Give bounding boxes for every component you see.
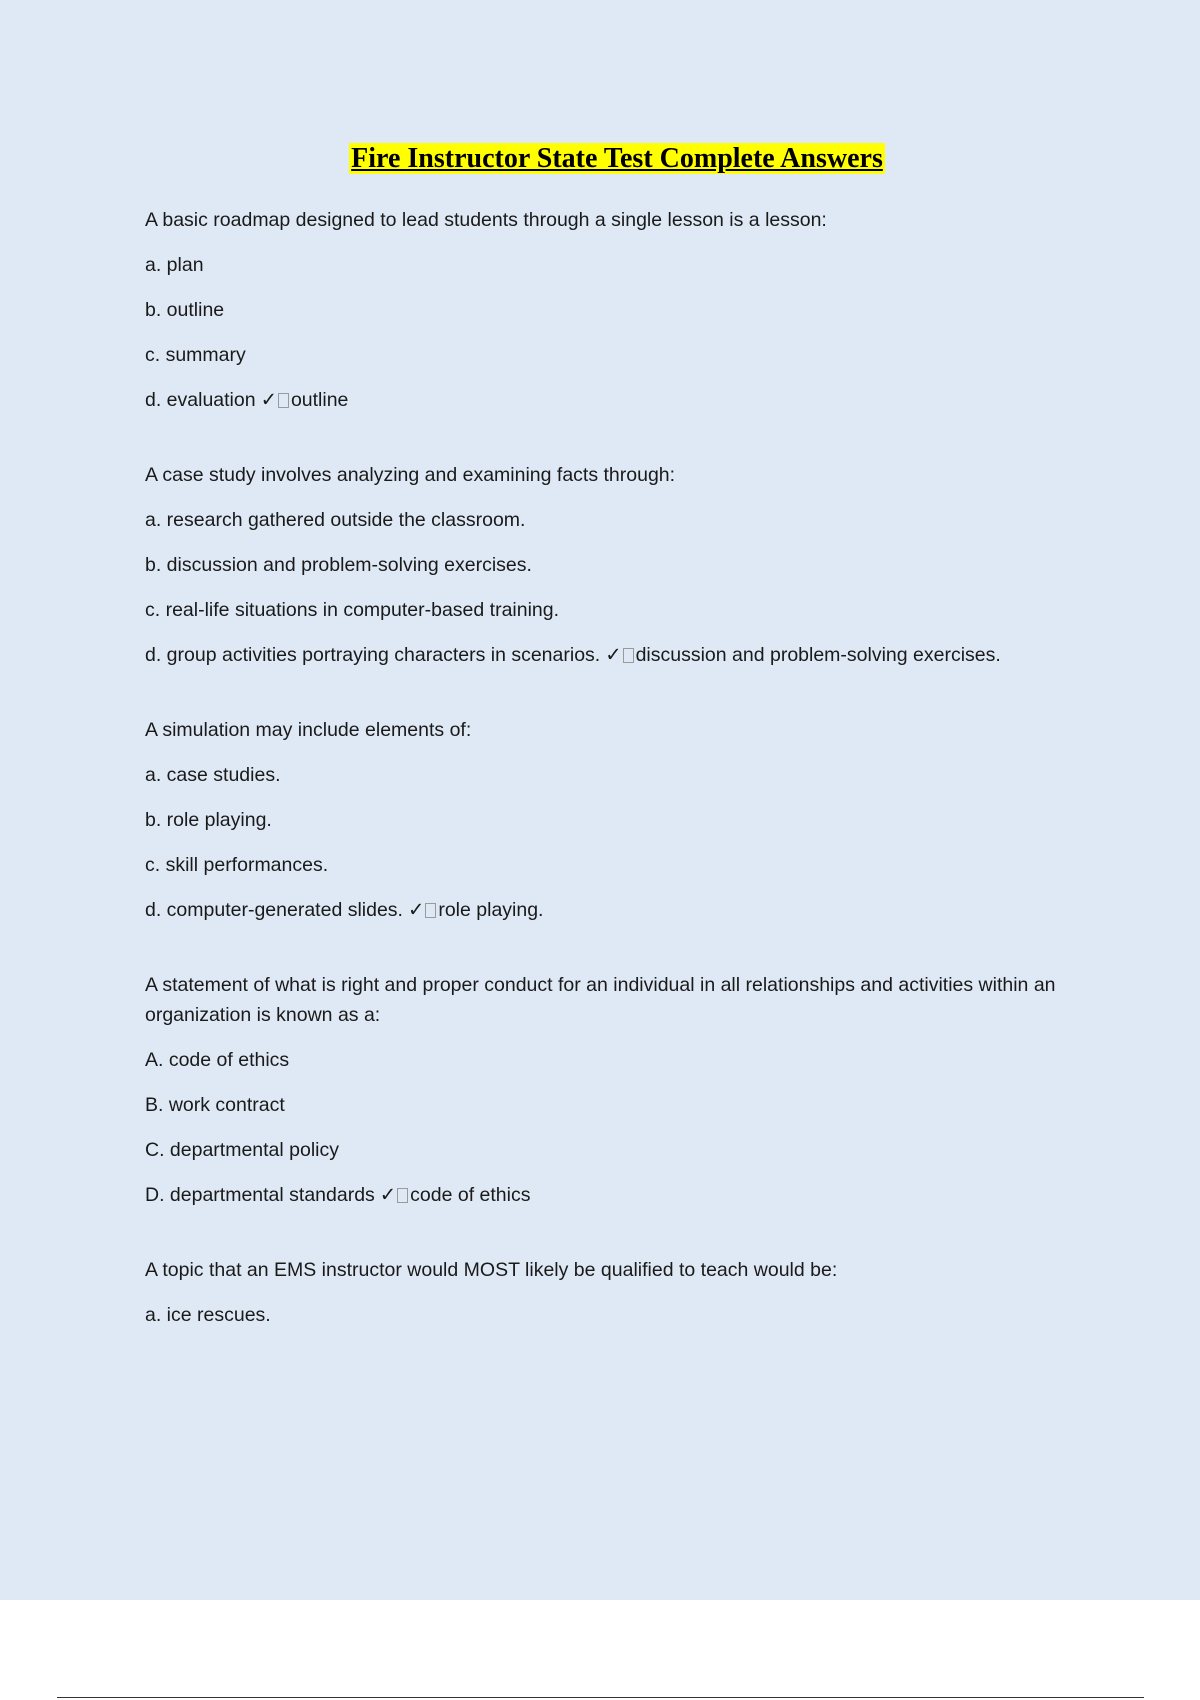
missing-glyph-box-icon	[425, 903, 436, 918]
option-c: c. real-life situations in computer-based training.	[145, 599, 560, 621]
question-list	[145, 205, 1090, 1375]
missing-glyph-box-icon	[623, 648, 634, 663]
option-a: a. research gathered outside the classroom.	[145, 509, 526, 531]
title-block	[0, 142, 1200, 176]
option-b: b. role playing.	[145, 809, 272, 831]
option-d-with-answer	[145, 1180, 1090, 1210]
missing-glyph-box-icon	[278, 393, 289, 408]
option-c: C. departmental policy	[145, 1139, 340, 1161]
answer-text: code of ethics	[410, 1184, 531, 1206]
option-b: B. work contract	[145, 1094, 285, 1116]
option-d-with-answer	[145, 385, 1090, 415]
question-1	[145, 205, 1090, 415]
option-d: D. departmental standards	[145, 1184, 375, 1206]
option-c: c. summary	[145, 344, 246, 366]
option-d: d. computer-generated slides.	[145, 899, 403, 921]
option-d: d. group activities portraying characters in scenarios.	[145, 644, 601, 666]
option-b: b. outline	[145, 299, 225, 321]
option-c: c. skill performances.	[145, 854, 329, 876]
option-a: a. ice rescues.	[145, 1304, 271, 1326]
answer-text: outline	[290, 389, 349, 411]
question-4	[145, 970, 1090, 1210]
question-text: A topic that an EMS instructor would MOST likely be qualified to teach would be:	[145, 1259, 838, 1281]
option-a: A. code of ethics	[145, 1049, 290, 1071]
option-d-with-answer	[145, 640, 1090, 670]
question-text: A case study involves analyzing and examining facts through:	[145, 464, 676, 486]
option-a: a. case studies.	[145, 764, 281, 786]
option-a: a. plan	[145, 254, 204, 276]
question-text: A basic roadmap designed to lead students through a single lesson is a lesson:	[145, 209, 827, 231]
checkmark-icon: ✓	[260, 389, 277, 411]
checkmark-icon: ✓	[605, 644, 622, 666]
question-text: A simulation may include elements of:	[145, 719, 472, 741]
missing-glyph-box-icon	[397, 1188, 408, 1203]
question-3	[145, 715, 1090, 925]
answer-text: discussion and problem-solving exercises.	[635, 644, 1001, 666]
option-b: b. discussion and problem-solving exercises.	[145, 554, 532, 576]
option-d: d. evaluation	[145, 389, 256, 411]
answer-text: role playing.	[438, 899, 544, 921]
question-text: A statement of what is right and proper conduct for an individual in all relationships and activities within an organization is known as a:	[145, 974, 1056, 1026]
question-2	[145, 460, 1090, 670]
option-d-with-answer	[145, 895, 1090, 925]
footer-divider	[57, 1697, 1144, 1698]
question-5	[145, 1255, 1090, 1330]
checkmark-icon: ✓	[407, 899, 425, 921]
checkmark-icon: ✓	[379, 1184, 397, 1206]
document-title: Fire Instructor State Test Complete Answers	[351, 143, 883, 174]
